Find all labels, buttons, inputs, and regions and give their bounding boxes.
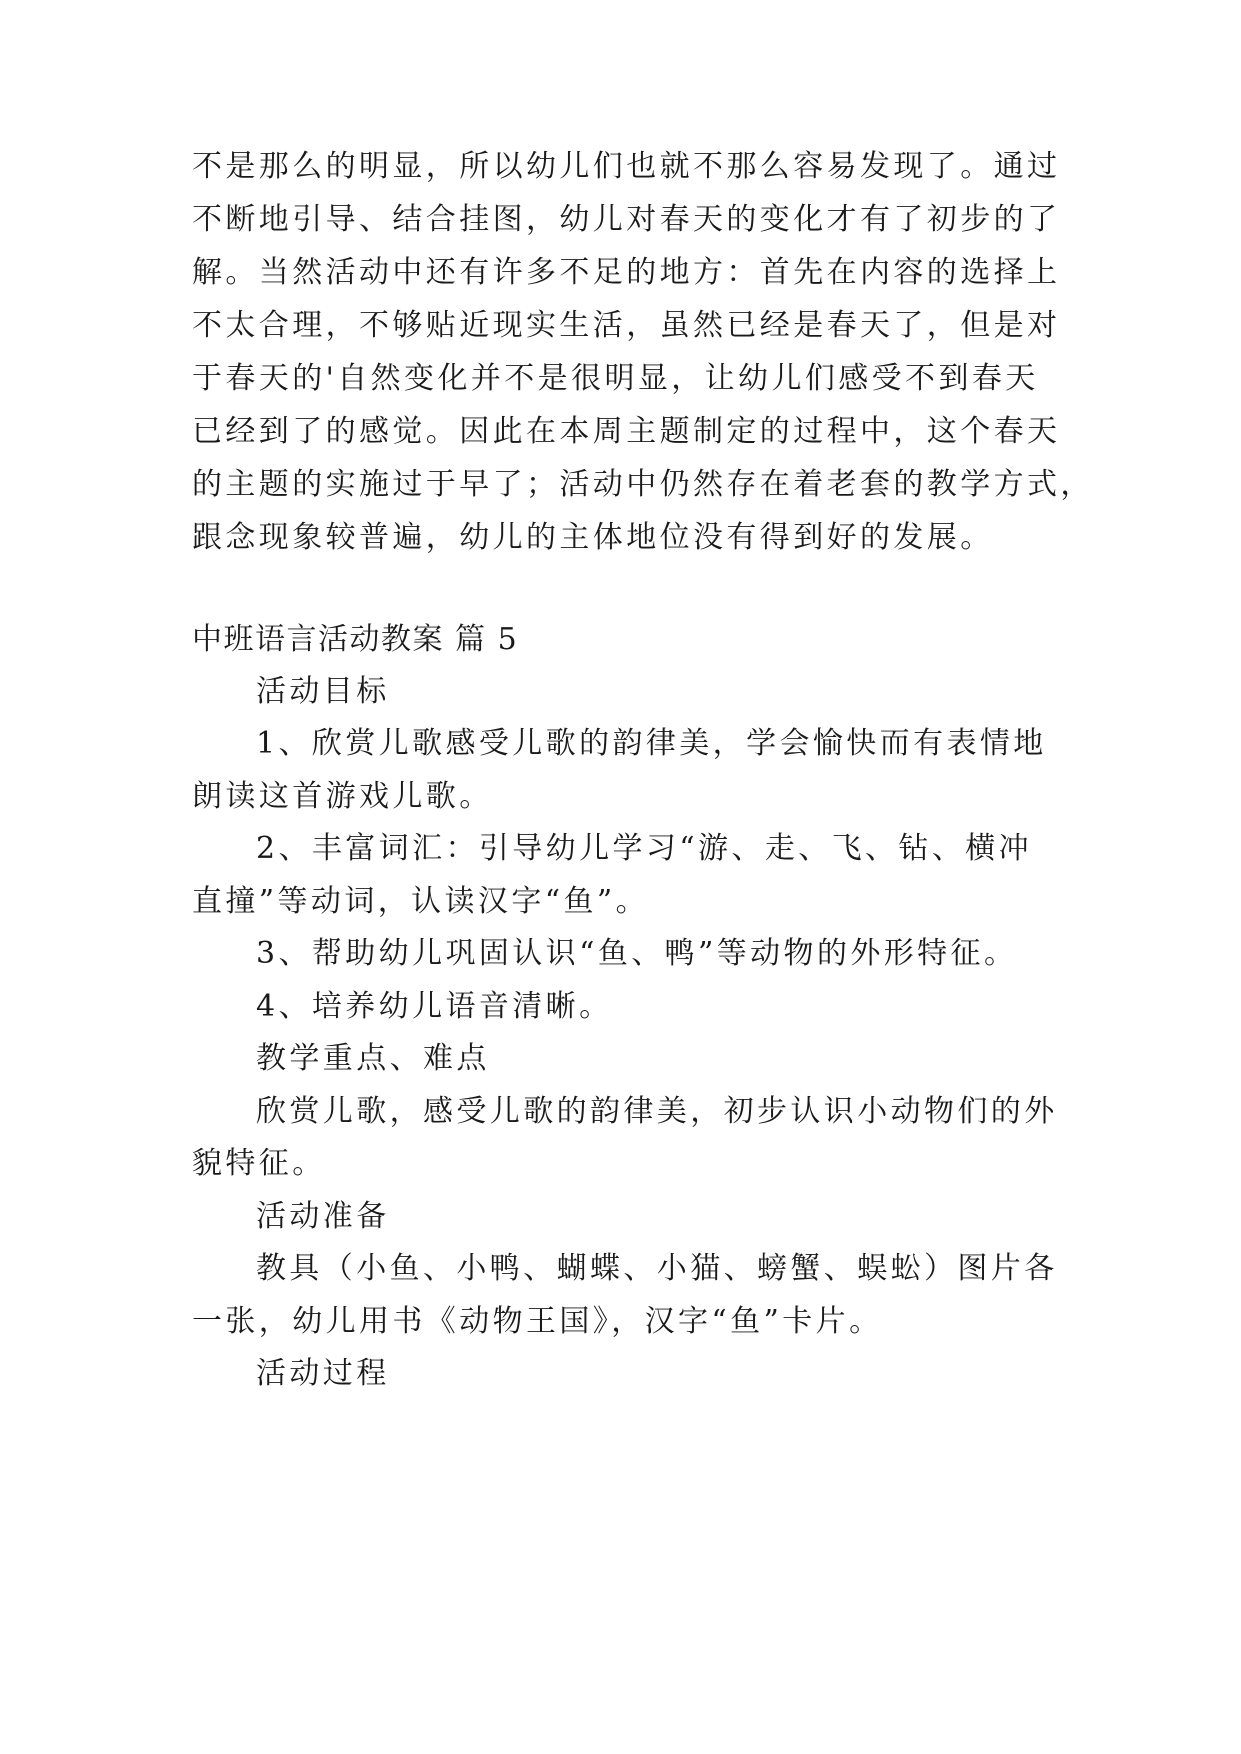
goal-4: 4、培养幼儿语音清晰。: [256, 989, 613, 1024]
focus-heading: 教学重点、难点: [256, 1041, 490, 1076]
paragraph-line: 的主题的实施过于早了；活动中仍然存在着老套的教学方式，: [192, 467, 1094, 502]
paragraph-line: 解。当然活动中还有许多不足的地方：首先在内容的选择上: [192, 255, 1061, 290]
paragraph-line: 已经到了的感觉。因此在本周主题制定的过程中，这个春天: [192, 414, 1061, 449]
process-heading: 活动过程: [256, 1356, 390, 1391]
goals-heading: 活动目标: [256, 674, 390, 709]
paragraph-line: 跟念现象较普遍，幼儿的主体地位没有得到好的发展。: [192, 520, 994, 555]
goal-2-line-1: 2、丰富词汇：引导幼儿学习“游、走、飞、钻、横冲: [256, 831, 1033, 866]
paragraph-line: 不断地引导、结合挂图，幼儿对春天的变化才有了初步的了: [192, 202, 1061, 237]
prep-line-2: 一张，幼儿用书《动物王国》，汉字“鱼”卡片。: [192, 1304, 883, 1339]
focus-line-1: 欣赏儿歌，感受儿歌的韵律美，初步认识小动物们的外: [256, 1094, 1058, 1129]
goal-1-line-1: 1、欣赏儿歌感受儿歌的韵律美，学会愉快而有表情地: [256, 726, 1047, 761]
paragraph-line: 不是那么的明显，所以幼儿们也就不那么容易发现了。通过: [192, 149, 1061, 184]
paragraph-line: 于春天的'自然变化并不是很明显，让幼儿们感受不到春天: [192, 361, 1039, 396]
section-title: 中班语言活动教案 篇 5: [192, 622, 519, 657]
prep-line-1: 教具（小鱼、小鸭、蝴蝶、小猫、螃蟹、蜈蚣）图片各: [256, 1251, 1058, 1286]
goal-3: 3、帮助幼儿巩固认识“鱼、鸭”等动物的外形特征。: [256, 936, 1018, 971]
paragraph-line: 不太合理，不够贴近现实生活，虽然已经是春天了，但是对: [192, 308, 1061, 343]
focus-line-2: 貌特征。: [192, 1146, 326, 1181]
goal-2-line-2: 直撞”等动词，认读汉字“鱼”。: [192, 884, 650, 919]
prep-heading: 活动准备: [256, 1199, 390, 1234]
goal-1-line-2: 朗读这首游戏儿歌。: [192, 779, 493, 814]
